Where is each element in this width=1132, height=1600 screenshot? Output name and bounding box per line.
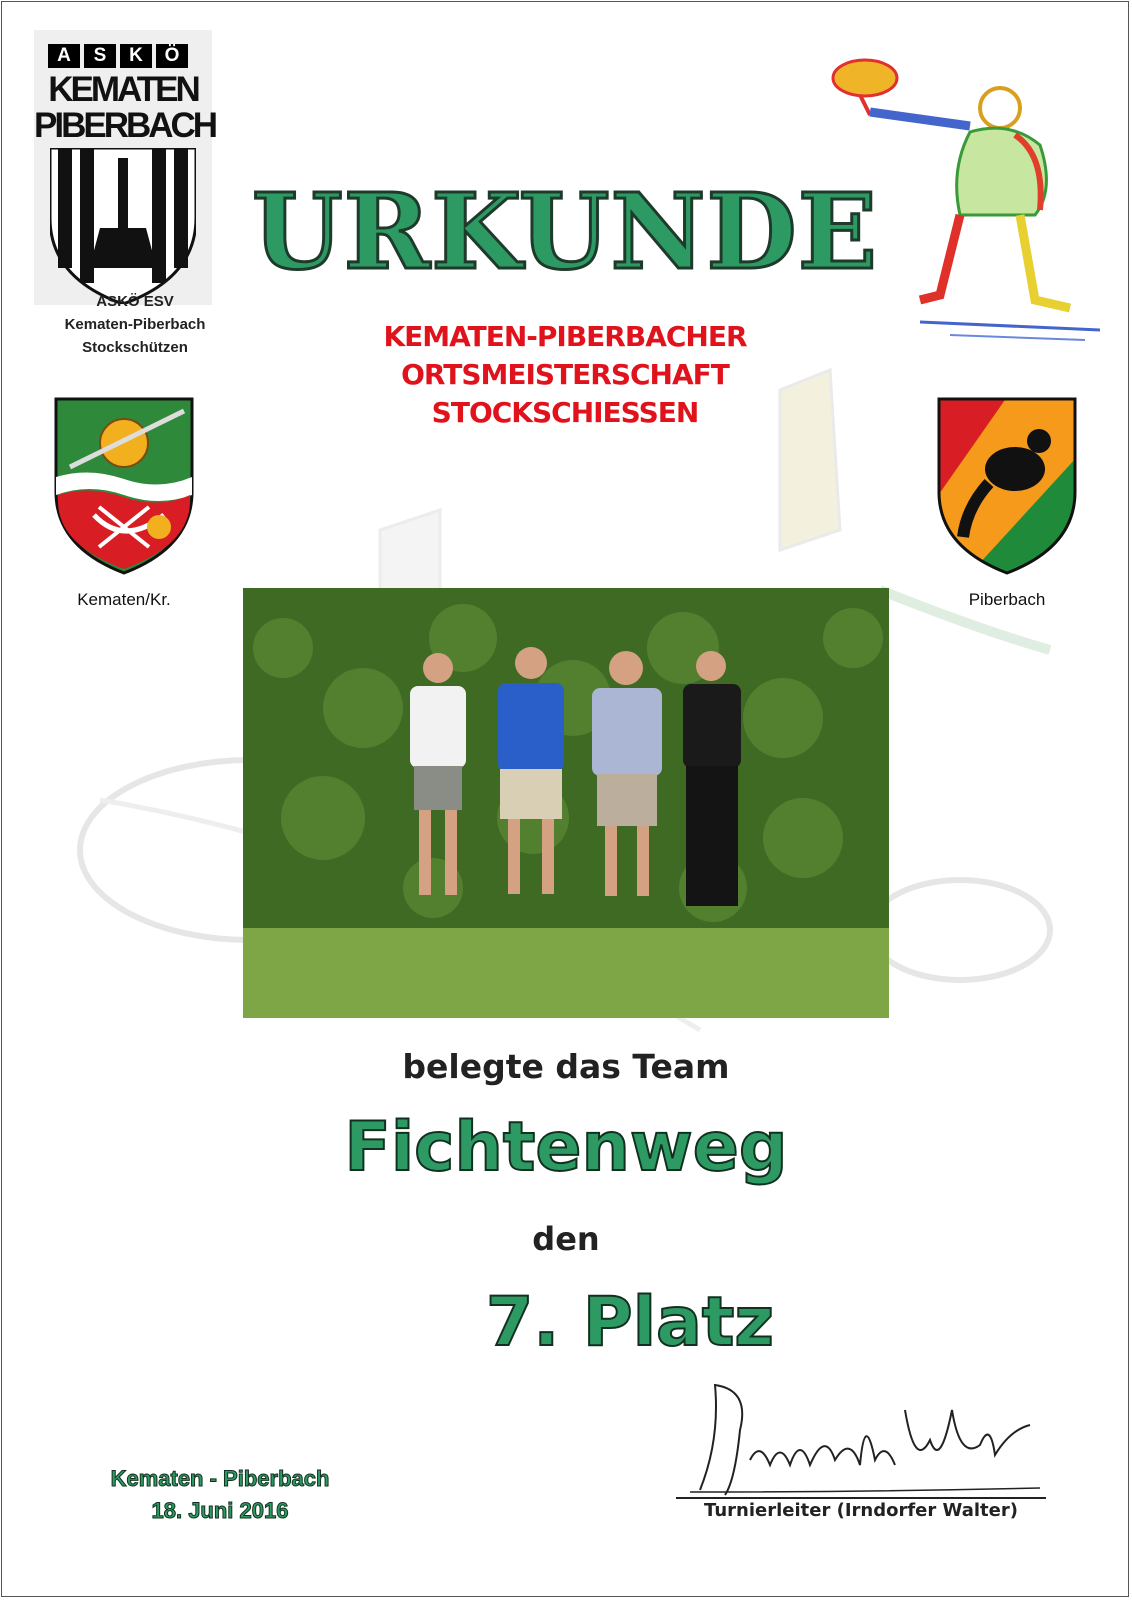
team-photo bbox=[243, 588, 889, 1018]
club-caption-line: Kematen-Piberbach bbox=[64, 316, 206, 333]
logo-letter: Ö bbox=[156, 44, 188, 68]
signature-irndorfer-walter bbox=[690, 1380, 1050, 1500]
subtitle-line: STOCKSCHIESSEN bbox=[431, 396, 699, 429]
subtitle-line: KEMATEN-PIBERBACHER bbox=[383, 320, 747, 353]
club-caption-line: Stockschützen bbox=[82, 339, 188, 356]
curling-stone-shield-icon bbox=[50, 148, 196, 304]
kematen-coat-of-arms-icon bbox=[54, 397, 194, 575]
belegte-text: belegte das Team bbox=[402, 1047, 730, 1086]
curler-drawing-icon bbox=[800, 40, 1110, 350]
event-date: 18. Juni 2016 bbox=[151, 1498, 289, 1523]
place-and-date bbox=[70, 1463, 370, 1527]
placement: 7. Platz bbox=[486, 1283, 774, 1362]
logo-letter: K bbox=[120, 44, 152, 68]
subtitle-line: ORTSMEISTERSCHAFT bbox=[401, 358, 729, 391]
piberbach-label: Piberbach bbox=[968, 590, 1046, 609]
club-caption bbox=[40, 290, 230, 359]
den-text: den bbox=[532, 1220, 600, 1258]
logo-letter: A bbox=[48, 44, 80, 68]
logo-letter: S bbox=[84, 44, 116, 68]
team-name: Fichtenweg bbox=[344, 1108, 788, 1187]
certificate-title: URKUNDE bbox=[251, 170, 879, 293]
asko-letters bbox=[48, 44, 188, 68]
kematen-label: Kematen/Kr. bbox=[77, 590, 171, 609]
logo-line-piberbach: PIBERBACH bbox=[34, 106, 216, 145]
asko-club-logo bbox=[34, 30, 216, 305]
beaver-icon bbox=[985, 447, 1045, 491]
championship-subtitle bbox=[340, 318, 790, 432]
signature-line bbox=[676, 1497, 1046, 1499]
club-caption-line: ASKÖ ESV bbox=[96, 293, 174, 310]
piberbach-coat-of-arms-icon bbox=[937, 397, 1077, 575]
logo-line-kematen: KEMATEN bbox=[48, 70, 198, 109]
event-place: Kematen - Piberbach bbox=[110, 1466, 330, 1491]
signature-caption: Turnierleiter (Irndorfer Walter) bbox=[704, 1500, 1018, 1521]
